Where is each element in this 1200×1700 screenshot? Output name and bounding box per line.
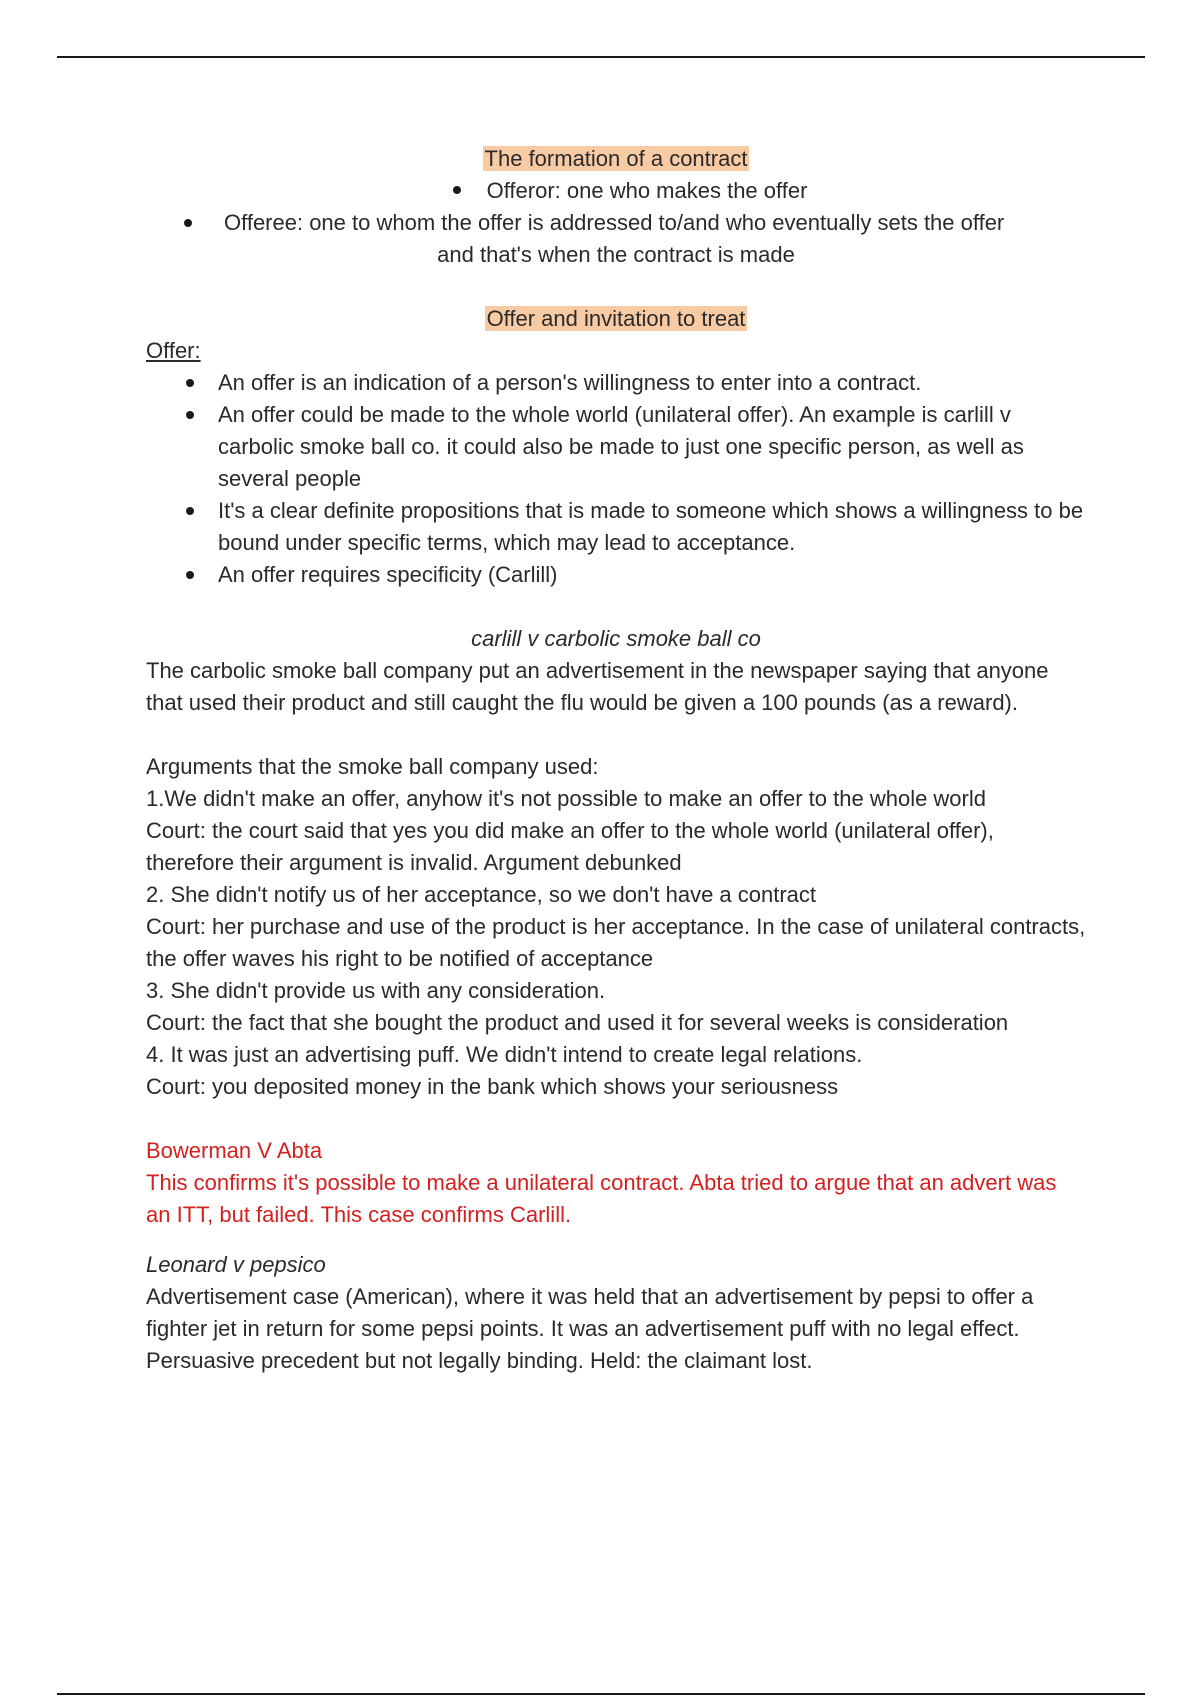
formation-heading: The formation of a contract [484, 146, 748, 171]
offer-label [146, 335, 1086, 367]
offeror-bullet [146, 175, 1086, 207]
offeree-bullet [224, 207, 1086, 271]
list-item: An offer requires specificity (Carlill) [146, 559, 1086, 591]
list-item: An offer is an indication of a person's willingness to enter into a contract. [146, 367, 1086, 399]
document-page [146, 143, 1086, 1377]
arguments-intro: Arguments that the smoke ball company used: [146, 754, 599, 779]
bullet-icon [186, 379, 194, 387]
bottom-rule [57, 1693, 1145, 1695]
section-title-offer [146, 303, 1086, 335]
argument-line: 1.We didn't make an offer, anyhow it's not possible to make an offer to the whole world [146, 786, 986, 811]
argument-line: 4. It was just an advertising puff. We didn't intend to create legal relations. [146, 1042, 863, 1067]
court-line: Court: you deposited money in the bank which shows your seriousness [146, 1074, 839, 1099]
list-item: It's a clear definite propositions that is made to someone which shows a willingness to be bound under specific terms, which may lead to acceptance. [146, 495, 1086, 559]
bowerman-case-title: Bowerman V Abta [146, 1138, 323, 1163]
bowerman-text: This confirms it's possible to make a unilateral contract. Abta tried to argue that an advert was an ITT, but failed. This case confirms Carlill. [146, 1170, 1057, 1227]
offeree-line-2: and that's when the contract is made [437, 242, 795, 267]
court-line: Court: her purchase and use of the product is her acceptance. In the case of unilateral contracts, the offer waves his right to be notified of acceptance [146, 914, 1086, 971]
carlill-case-title: carlill v carbolic smoke ball co [471, 626, 761, 651]
bullet-icon [186, 571, 194, 579]
bullet-icon [184, 219, 192, 227]
leonard-text: Advertisement case (American), where it was held that an advertisement by pepsi to offer a fighter jet in return for some pepsi points. It was an advertisement puff with no legal effect. Persuasive precedent but not legally binding. Held: the claimant lost. [146, 1284, 1034, 1373]
argument-line: 2. She didn't notify us of her acceptance, so we don't have a contract [146, 882, 817, 907]
list-item: An offer could be made to the whole world (unilateral offer). An example is carlill v carbolic smoke ball co. it could also be made to just one specific person, as well as several people [146, 399, 1086, 495]
bullet-icon [453, 186, 461, 194]
leonard-case-title: Leonard v pepsico [146, 1252, 326, 1277]
court-line: Court: the fact that she bought the product and used it for several weeks is consideration [146, 1010, 1009, 1035]
carlill-summary: The carbolic smoke ball company put an advertisement in the newspaper saying that anyone that used their product and still caught the flu would be given a 100 pounds (as a reward). [146, 658, 1049, 715]
section-title-formation [146, 143, 1086, 175]
court-line: Court: the court said that yes you did make an offer to the whole world (unilateral offer), therefore their argument is invalid. Argument debunked [146, 818, 994, 875]
argument-line: 3. She didn't provide us with any consideration. [146, 978, 606, 1003]
bullet-icon [186, 411, 194, 419]
bullet-icon [186, 507, 194, 515]
offer-label-text: Offer: [146, 338, 201, 363]
offer-heading: Offer and invitation to treat [486, 306, 746, 331]
offeror-text: Offeror: one who makes the offer [486, 178, 808, 203]
offeree-line-1: Offeree: one to whom the offer is addressed to/and who eventually sets the offer [224, 210, 1005, 235]
top-rule [57, 56, 1145, 58]
offer-bullet-list [146, 367, 1086, 591]
